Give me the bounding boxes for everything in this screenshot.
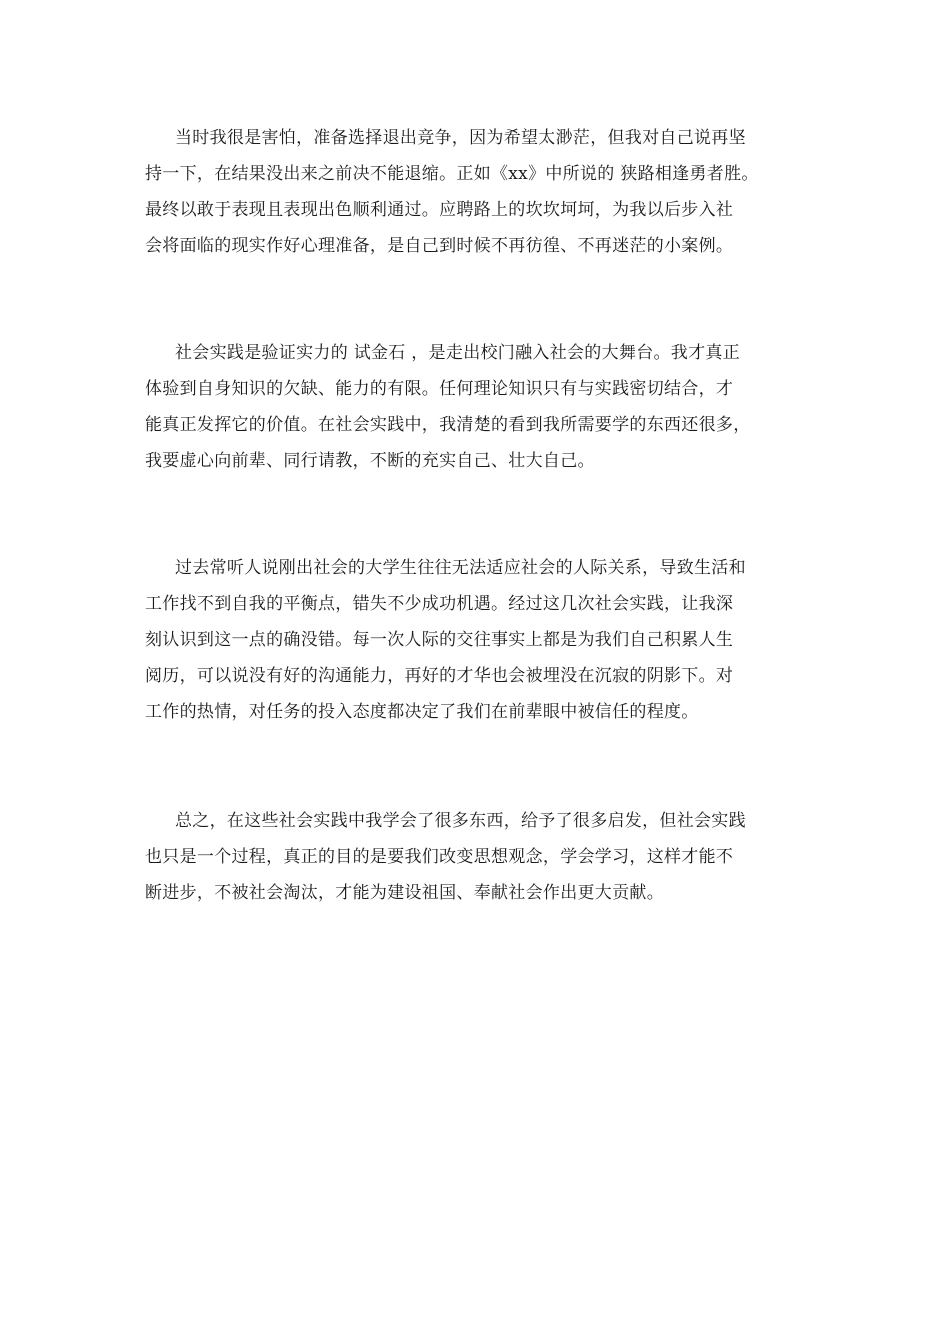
paragraph-line: 阅历，可以说没有好的沟通能力，再好的才华也会被埋没在沉寂的阴影下。对 <box>145 666 734 686</box>
paragraph-line: 最终以敢于表现且表现出色顺利通过。应聘路上的坎坎坷坷，为我以后步入社 <box>145 200 734 220</box>
paragraph-interpersonal <box>145 550 825 730</box>
paragraph-line: 工作找不到自我的平衡点，错失不少成功机遇。经过这几次社会实践，让我深 <box>145 594 734 614</box>
paragraph-line: 能真正发挥它的价值。在社会实践中，我清楚的看到我所需要学的东西还很多， <box>145 415 751 435</box>
paragraph-line: 总之，在这些社会实践中我学会了很多东西，给予了很多启发，但社会实践 <box>175 811 746 831</box>
paragraph-conclusion <box>145 803 825 911</box>
paragraph-line: 工作的热情，对任务的投入态度都决定了我们在前辈眼中被信任的程度。 <box>145 702 699 722</box>
paragraph-line: 持一下，在结果没出来之前决不能退缩。正如《xx》中所说的 狭路相逢勇者胜。 <box>145 164 759 184</box>
paragraph-touchstone <box>145 335 825 479</box>
paragraph-line: 也只是一个过程，真正的目的是要我们改变思想观念，学会学习，这样才能不 <box>145 847 734 867</box>
paragraph-fear-of-competition <box>145 120 825 264</box>
paragraph-line: 会将面临的现实作好心理准备，是自己到时候不再彷徨、不再迷茫的小案例。 <box>145 236 734 256</box>
paragraph-line: 我要虚心向前辈、同行请教，不断的充实自己、壮大自己。 <box>145 451 595 471</box>
paragraph-line: 体验到自身知识的欠缺、能力的有限。任何理论知识只有与实践密切结合，才 <box>145 379 734 399</box>
paragraph-line: 断进步，不被社会淘汰，才能为建设祖国、奉献社会作出更大贡献。 <box>145 883 664 903</box>
paragraph-line: 刻认识到这一点的确没错。每一次人际的交往事实上都是为我们自己积累人生 <box>145 630 734 650</box>
paragraph-line: 当时我很是害怕，准备选择退出竞争，因为希望太渺茫，但我对自己说再坚 <box>175 128 746 148</box>
paragraph-line: 过去常听人说刚出社会的大学生往往无法适应社会的人际关系，导致生活和 <box>175 558 746 578</box>
paragraph-line: 社会实践是验证实力的 试金石 ，是走出校门融入社会的大舞台。我才真正 <box>175 343 741 363</box>
